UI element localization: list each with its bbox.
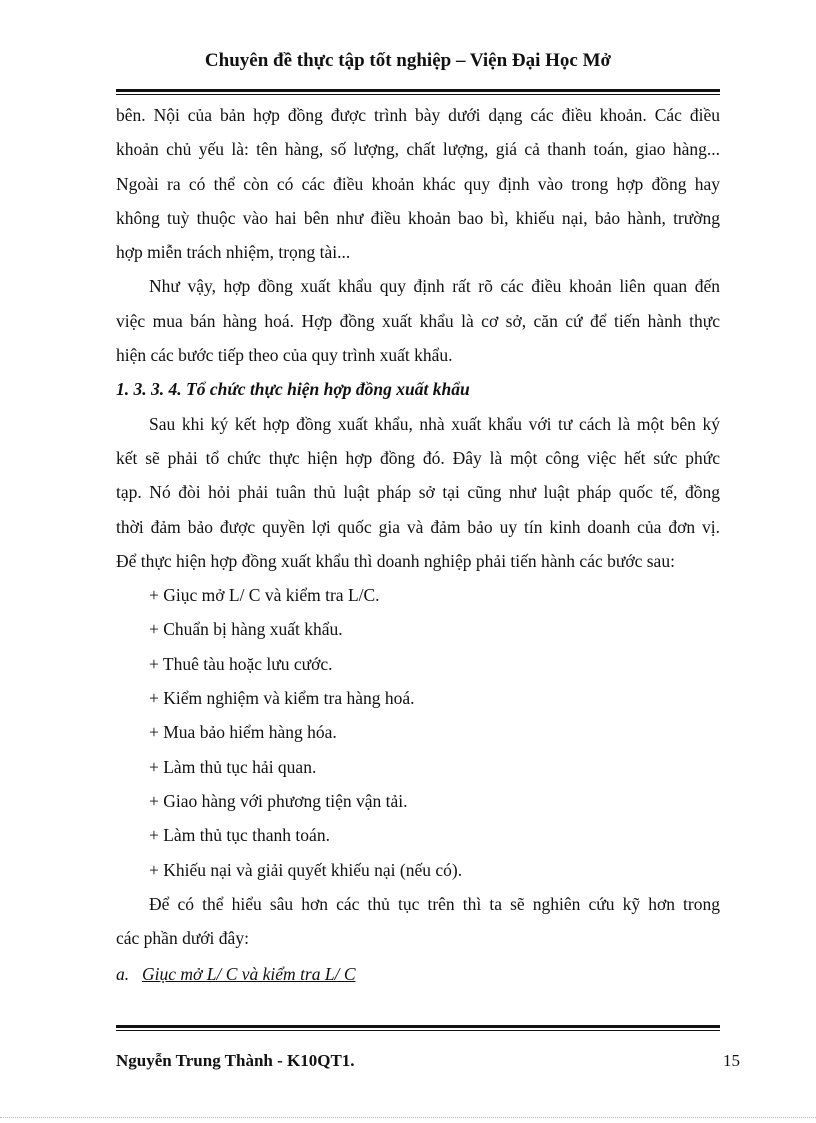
paragraph-2-line-2: việc mua bán hàng hoá. Hợp đồng xuất khẩu là cơ sở, căn cứ để tiến hành thực: [116, 310, 720, 331]
step-item: + Giục mở L/ C và kiểm tra L/C.: [149, 585, 380, 606]
paragraph-4-line-1: Để có thể hiểu sâu hơn các thủ tục trên thì ta sẽ nghiên cứu kỹ hơn trong: [149, 893, 720, 914]
subsection-a-title: Giục mở L/ C và kiểm tra L/ C: [142, 964, 356, 985]
step-item: + Chuẩn bị hàng xuất khẩu.: [149, 619, 343, 640]
section-heading: 1. 3. 3. 4. Tổ chức thực hiện hợp đồng xuất khẩu: [116, 379, 470, 400]
paragraph-1-line-5: hợp miễn trách nhiệm, trọng tài...: [116, 242, 351, 263]
paragraph-1-line-3: Ngoài ra có thể còn có các điều khoản khác quy định vào trong hợp đồng hay: [116, 173, 720, 194]
subsection-a: [116, 957, 720, 991]
paragraph-3-line-1: Sau khi ký kết hợp đồng xuất khẩu, nhà xuất khẩu với tư cách là một bên ký: [149, 413, 720, 434]
paragraph-3-line-2: kết sẽ phải tổ chức thực hiện hợp đồng đó. Đây là một công việc hết sức phức: [116, 447, 720, 468]
step-item: + Kiểm nghiệm và kiểm tra hàng hoá.: [149, 688, 415, 709]
paragraph-4-line-2: các phần dưới đây:: [116, 928, 249, 949]
step-item: + Thuê tàu hoặc lưu cước.: [149, 653, 333, 674]
step-item: + Giao hàng với phương tiện vận tải.: [149, 790, 408, 811]
paragraph-1-line-2: khoản chủ yếu là: tên hàng, số lượng, chất lượng, giá cả thanh toán, giao hàng...: [116, 139, 720, 160]
header-double-rule: [116, 89, 720, 95]
page-number: 15: [723, 1051, 740, 1070]
step-item: + Làm thủ tục hải quan.: [149, 756, 317, 777]
paragraph-2-line-3: hiện các bước tiếp theo của quy trình xuất khẩu.: [116, 345, 453, 366]
document-body: [116, 98, 720, 992]
paragraph-3-line-4: thời đảm bảo được quyền lợi quốc gia và đảm bảo uy tín kinh doanh của đơn vị.: [116, 516, 720, 537]
subsection-a-letter: a.: [116, 964, 130, 985]
paragraph-2-line-1: Như vậy, hợp đồng xuất khẩu quy định rất rõ các điều khoản liên quan đến: [149, 276, 720, 297]
footer-author: Nguyễn Trung Thành - K10QT1.: [116, 1051, 355, 1070]
paragraph-3-line-3: tạp. Nó đòi hỏi phải tuân thủ luật pháp sở tại cũng như luật pháp quốc tế, đồng: [116, 482, 720, 503]
page-header-title: Chuyên đề thực tập tốt nghiệp – Viện Đại Học Mở: [204, 50, 612, 71]
step-item: + Mua bảo hiểm hàng hóa.: [149, 722, 337, 743]
footer-double-rule: [116, 1025, 720, 1031]
paragraph-1-line-4: không tuỳ thuộc vào hai bên như điều khoản bao bì, khiếu nại, bảo hành, trường: [116, 207, 720, 228]
paragraph-3-line-5: Để thực hiện hợp đồng xuất khẩu thì doanh nghiệp phải tiến hành các bước sau:: [116, 550, 675, 571]
bottom-dotted-border: [0, 1117, 816, 1118]
paragraph-1-line-1: bên. Nội của bản hợp đồng được trình bày dưới dạng các điều khoản. Các điều: [116, 105, 720, 125]
step-item: + Làm thủ tục thanh toán.: [149, 825, 330, 846]
step-item: + Khiếu nại và giải quyết khiếu nại (nếu có).: [149, 859, 463, 880]
